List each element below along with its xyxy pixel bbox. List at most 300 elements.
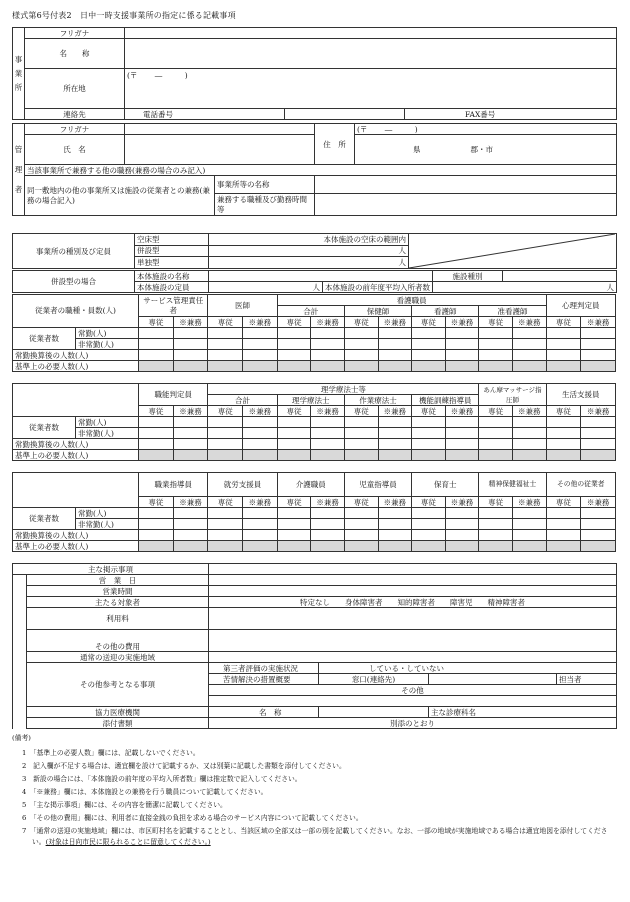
staff-cell[interactable] <box>581 508 616 519</box>
office-fax-label: FAX番号 <box>405 109 617 120</box>
fte-label: 常勤換算後の人数(人) <box>13 530 139 541</box>
staff-cell-required <box>581 361 616 372</box>
eval-options[interactable]: している・していない <box>319 663 617 674</box>
fulltime-header: 専従 <box>546 497 581 508</box>
job-pt-group: 理学療法士等 <box>208 384 479 395</box>
staff-cell[interactable] <box>344 328 378 339</box>
staff-cell[interactable] <box>173 428 208 439</box>
staff-cell[interactable] <box>546 350 581 361</box>
staff-cell-required <box>139 361 174 372</box>
hours-field[interactable] <box>209 586 617 597</box>
job-care-worker: 介護職員 <box>277 473 344 497</box>
concurrent-header: ※兼務 <box>311 317 345 328</box>
staff-cell[interactable] <box>378 350 412 361</box>
staff-cell[interactable] <box>412 530 446 541</box>
fulltime-header: 専従 <box>412 406 446 417</box>
staff-cell[interactable] <box>378 328 412 339</box>
staff-cell[interactable] <box>344 519 378 530</box>
staff-cell[interactable] <box>512 508 546 519</box>
concurrent-header: ※兼務 <box>311 497 345 508</box>
nurse-total: 合計 <box>277 306 344 317</box>
staff-cell[interactable] <box>378 339 412 350</box>
staff-cell[interactable] <box>311 417 345 428</box>
staff-cell[interactable] <box>512 417 546 428</box>
staff-cell[interactable] <box>277 519 311 530</box>
type-single-unit[interactable]: 人 <box>209 257 409 269</box>
job-nurse: 看護職員 <box>277 295 546 306</box>
staff-cell-required <box>139 450 174 461</box>
attached-facility-name: 本体施設の名称 <box>135 271 209 282</box>
staff-cell[interactable] <box>311 439 345 450</box>
fulltime-header: 専従 <box>412 317 446 328</box>
note-3: 3 新設の場合には、「本体施設の前年度の平均入所者数」欄は推定数で記入してください。 <box>22 775 302 783</box>
staff-cell-required <box>311 541 345 552</box>
notice-label: 主な掲示事項 <box>13 564 209 575</box>
staff-cell[interactable] <box>311 350 345 361</box>
staff2-required-row <box>13 450 616 461</box>
staff-cell[interactable] <box>344 508 378 519</box>
staff-header: 従業者の職種・員数(人) <box>13 295 139 328</box>
staff-cell[interactable] <box>581 328 616 339</box>
staff-cell[interactable] <box>139 439 174 450</box>
staff-cell[interactable] <box>344 530 378 541</box>
staff-cell-required <box>139 541 174 552</box>
staff-cell-required <box>208 361 243 372</box>
staff-cell[interactable] <box>243 417 278 428</box>
medical-name-field[interactable] <box>319 707 429 718</box>
staff-cell[interactable] <box>412 339 446 350</box>
type-diagonal <box>409 234 617 269</box>
note-1: 1 「基準上の必要人数」欄には、記載しないでください。 <box>22 749 200 757</box>
staff-cell[interactable] <box>243 439 278 450</box>
concurrent-header: ※兼務 <box>378 317 412 328</box>
staff-cell-required <box>311 450 345 461</box>
fulltime-header: 専従 <box>139 317 174 328</box>
regular-label: 常勤(人) <box>76 417 139 428</box>
staff-cell[interactable] <box>139 417 174 428</box>
eval-label: 第三者評価の実施状況 <box>209 663 319 674</box>
count-label: 従業者数 <box>13 508 76 530</box>
staff-cell[interactable] <box>581 530 616 541</box>
staff-cell-required <box>581 541 616 552</box>
staff-cell[interactable] <box>344 439 378 450</box>
staff-cell[interactable] <box>479 519 513 530</box>
note-6: 6 「その他の費用」欄には、利用者に直接金銭の負担を求める場合のサービス内容について記載してください。 <box>22 814 363 822</box>
staff-cell[interactable] <box>311 519 345 530</box>
staff-cell[interactable] <box>139 428 174 439</box>
staff-cell[interactable] <box>581 339 616 350</box>
attached-facility-name-field[interactable] <box>209 271 433 282</box>
staff-cell[interactable] <box>479 439 513 450</box>
regular-label: 常勤(人) <box>76 508 139 519</box>
staff-cell-required <box>378 450 412 461</box>
staff-cell[interactable] <box>344 339 378 350</box>
staff-cell[interactable] <box>243 508 278 519</box>
nurse-phn: 保健師 <box>344 306 411 317</box>
staff-cell[interactable] <box>311 428 345 439</box>
staff-cell[interactable] <box>208 508 243 519</box>
type-vacant: 空床型 <box>135 234 209 246</box>
attached-table <box>12 270 617 293</box>
office-tel-field[interactable] <box>285 109 405 120</box>
staff-cell[interactable] <box>512 519 546 530</box>
staff-cell[interactable] <box>412 508 446 519</box>
manager-table <box>12 123 617 216</box>
concurrent-header: ※兼務 <box>311 406 345 417</box>
attached-label: 併設型の場合 <box>13 271 135 293</box>
staff3-required-row <box>13 541 616 552</box>
staff-cell[interactable] <box>173 519 208 530</box>
manager-furigana-field[interactable] <box>125 124 315 135</box>
staff-count-row <box>13 328 616 339</box>
staff-cell[interactable] <box>378 508 412 519</box>
job-nursery: 保育士 <box>412 473 479 497</box>
dept-label: 主な診療科名 <box>429 707 617 718</box>
staff-cell[interactable] <box>412 428 446 439</box>
staff-cell[interactable] <box>277 508 311 519</box>
note-7 <box>12 826 616 848</box>
staff-table-1 <box>12 294 616 372</box>
staff-cell[interactable] <box>412 439 446 450</box>
staff-cell[interactable] <box>581 350 616 361</box>
concurrent-header: ※兼務 <box>173 497 208 508</box>
fulltime-header: 専従 <box>208 497 243 508</box>
staff-cell[interactable] <box>139 328 174 339</box>
manager-other-job-label: 同一敷地内の他の事業所又は施設の従業者との兼務(兼務の場合記入) <box>25 176 215 216</box>
staff-cell[interactable] <box>173 350 208 361</box>
office-name-label: 名 称 <box>25 39 125 69</box>
staff-cell[interactable] <box>139 339 174 350</box>
staff-cell[interactable] <box>208 339 243 350</box>
fulltime-header: 専従 <box>277 317 311 328</box>
manager-facility-name-field[interactable] <box>315 176 617 194</box>
staff-cell[interactable] <box>243 350 278 361</box>
required-label: 基準上の必要人数(人) <box>13 541 139 552</box>
staff-cell[interactable] <box>311 328 345 339</box>
staff-cell[interactable] <box>277 417 311 428</box>
concurrent-header: ※兼務 <box>243 497 278 508</box>
staff-required-row <box>13 361 616 372</box>
staff-cell[interactable] <box>208 530 243 541</box>
staff-cell[interactable] <box>445 417 479 428</box>
staff-cell[interactable] <box>445 530 479 541</box>
type-table <box>12 233 617 269</box>
office-furigana-field[interactable] <box>125 28 617 39</box>
staff-cell[interactable] <box>243 339 278 350</box>
staff-cell[interactable] <box>378 417 412 428</box>
staff2-fte-row <box>13 439 616 450</box>
note-2: 2 記入欄が不足する場合は、適宜欄を設けて記載するか、又は別葉に記載した書類を添付してください。 <box>22 762 346 770</box>
fulltime-header: 専従 <box>479 406 513 417</box>
attached-facility-kind-field[interactable] <box>503 271 617 282</box>
staff-cell[interactable] <box>208 350 243 361</box>
concurrent-header: ※兼務 <box>173 406 208 417</box>
staff-cell[interactable] <box>479 508 513 519</box>
days-field[interactable] <box>209 575 617 586</box>
staff-cell[interactable] <box>139 519 174 530</box>
staff-cell[interactable] <box>344 428 378 439</box>
staff-cell[interactable] <box>445 350 479 361</box>
office-postal: (〒 ― ) <box>127 71 188 80</box>
fulltime-header: 専従 <box>412 497 446 508</box>
job-psw: 精神保健福祉士 <box>479 473 546 497</box>
other-fee-label: その他の費用 <box>27 630 209 652</box>
staff-cell[interactable] <box>445 439 479 450</box>
days-label: 営 業 日 <box>27 575 209 586</box>
count-label: 従業者数 <box>13 328 76 350</box>
staff-cell[interactable] <box>546 439 581 450</box>
staff-cell-required <box>208 450 243 461</box>
required-label: 基準上の必要人数(人) <box>13 361 139 372</box>
staff-cell-required <box>412 361 446 372</box>
concurrent-header: ※兼務 <box>445 317 479 328</box>
attached-avg-unit[interactable]: 人 <box>433 282 617 293</box>
staff-table-3 <box>12 472 616 552</box>
manager-name-field[interactable] <box>125 135 315 165</box>
staff-cell[interactable] <box>208 519 243 530</box>
other-field[interactable] <box>209 696 617 707</box>
staff-cell[interactable] <box>243 519 278 530</box>
staff-cell[interactable] <box>139 350 174 361</box>
type-attached-unit[interactable]: 人 <box>209 245 409 257</box>
office-address-label: 所在地 <box>25 69 125 109</box>
staff-cell[interactable] <box>378 428 412 439</box>
staff-cell[interactable] <box>512 339 546 350</box>
staff-cell[interactable] <box>208 417 243 428</box>
staff-cell[interactable] <box>173 439 208 450</box>
staff-cell-required <box>445 541 479 552</box>
other-fee-field[interactable] <box>209 630 617 652</box>
staff-cell[interactable] <box>277 328 311 339</box>
staff-cell-required <box>243 361 278 372</box>
staff-cell[interactable] <box>139 530 174 541</box>
staff-cell[interactable] <box>581 428 616 439</box>
staff-cell[interactable] <box>445 519 479 530</box>
staff-cell[interactable] <box>277 428 311 439</box>
target-options[interactable]: 特定なし 身体障害者 知的障害者 障害児 精神障害者 <box>209 597 617 608</box>
staff-cell[interactable] <box>243 530 278 541</box>
staff-cell[interactable] <box>412 519 446 530</box>
staff-cell[interactable] <box>546 508 581 519</box>
staff-cell[interactable] <box>173 339 208 350</box>
staff-cell[interactable] <box>445 339 479 350</box>
staff-cell[interactable] <box>412 350 446 361</box>
manager-pref: 県 <box>413 145 421 154</box>
staff-cell[interactable] <box>479 350 513 361</box>
fte-label: 常勤換算後の人数(人) <box>13 350 139 361</box>
fulltime-header: 専従 <box>277 406 311 417</box>
staff-cell-required <box>173 450 208 461</box>
attached-facility-kind: 施設種別 <box>433 271 503 282</box>
staff-cell[interactable] <box>139 508 174 519</box>
job-psych: 心理判定員 <box>546 295 615 317</box>
staff-cell[interactable] <box>512 428 546 439</box>
office-address-field[interactable] <box>125 69 617 109</box>
staff-cell[interactable] <box>445 508 479 519</box>
staff-cell[interactable] <box>546 519 581 530</box>
staff-cell-required <box>344 361 378 372</box>
staff-cell[interactable] <box>378 519 412 530</box>
job-life-support: 生活支援員 <box>546 384 615 406</box>
concurrent-header: ※兼務 <box>581 317 616 328</box>
staff-cell[interactable] <box>479 417 513 428</box>
staff-cell-required <box>378 541 412 552</box>
fulltime-header: 専従 <box>277 497 311 508</box>
staff-cell[interactable] <box>378 439 412 450</box>
person-label: 担当者 <box>557 674 617 685</box>
bottom-left-margin <box>13 575 27 729</box>
staff-cell[interactable] <box>546 339 581 350</box>
staff-cell-required <box>173 541 208 552</box>
staff-cell[interactable] <box>277 350 311 361</box>
concurrent-header: ※兼務 <box>378 497 412 508</box>
office-side-label: 事業所 <box>13 28 25 120</box>
staff-cell[interactable] <box>479 339 513 350</box>
staff-cell[interactable] <box>479 428 513 439</box>
staff-cell-required <box>445 361 479 372</box>
irregular-label: 非常勤(人) <box>76 339 139 350</box>
transport-label: 通常の送迎の実施地域 <box>27 652 209 663</box>
staff-cell[interactable] <box>412 417 446 428</box>
staff-cell[interactable] <box>173 508 208 519</box>
attached-avg: 本体施設の前年度平均入所者数 <box>323 282 433 293</box>
staff-cell[interactable] <box>173 328 208 339</box>
staff-cell-required <box>581 450 616 461</box>
job-vocational-instructor: 職業指導員 <box>139 473 208 497</box>
concurrent-header: ※兼務 <box>512 497 546 508</box>
staff-cell-required <box>243 541 278 552</box>
staff2-irregular-row <box>13 428 616 439</box>
staff-cell[interactable] <box>479 328 513 339</box>
required-label: 基準上の必要人数(人) <box>13 450 139 461</box>
concurrent-header: ※兼務 <box>173 317 208 328</box>
staff-cell[interactable] <box>581 519 616 530</box>
staff-cell[interactable] <box>512 328 546 339</box>
note-7-text: 7 「通常の送迎の実施地域」欄には、市区町村名を記載することとし、当該区域の全部又は一部の別を記載してください。なお、一部の地域が実施地域である場合は適宜地図を添付してください。 <box>22 827 608 846</box>
staff-cell[interactable] <box>344 350 378 361</box>
form-title: 様式第6号付表2 日中一時支援事業所の指定に係る記載事項 <box>12 11 236 20</box>
attached-capacity: 本体施設の定員 <box>135 282 209 293</box>
concurrent-header: ※兼務 <box>243 406 278 417</box>
fee-field[interactable] <box>209 608 617 630</box>
manager-address-label: 住 所 <box>315 124 355 165</box>
staff-cell[interactable] <box>581 417 616 428</box>
staff-cell[interactable] <box>173 530 208 541</box>
staff-cell[interactable] <box>277 339 311 350</box>
concurrent-header: ※兼務 <box>581 406 616 417</box>
manager-job-hours-field[interactable] <box>315 194 617 216</box>
staff-cell[interactable] <box>378 530 412 541</box>
staff-cell[interactable] <box>311 508 345 519</box>
staff3-corner <box>13 473 139 508</box>
staff-cell-required <box>445 450 479 461</box>
staff-cell[interactable] <box>208 439 243 450</box>
job-vocational-judge: 職能判定員 <box>139 384 208 406</box>
job-service-manager: サービス管理責任者 <box>139 295 208 317</box>
notes <box>12 733 616 850</box>
staff-cell[interactable] <box>412 328 446 339</box>
staff-cell[interactable] <box>512 350 546 361</box>
fulltime-header: 専従 <box>546 317 581 328</box>
staff-cell[interactable] <box>208 428 243 439</box>
staff-cell[interactable] <box>445 328 479 339</box>
manager-furigana-label: フリガナ <box>25 124 125 135</box>
attached-docs-value: 別添のとおり <box>209 718 617 729</box>
staff-cell-required <box>344 541 378 552</box>
concurrent-header: ※兼務 <box>512 406 546 417</box>
type-label: 事業所の種別及び定員 <box>13 234 135 269</box>
staff-cell[interactable] <box>277 439 311 450</box>
diagonal-line <box>409 234 615 268</box>
nurse-rn: 看護師 <box>412 306 479 317</box>
irregular-label: 非常勤(人) <box>76 428 139 439</box>
office-tel-label: 電話番号 <box>125 109 285 120</box>
count-label: 従業者数 <box>13 417 76 439</box>
notice-field[interactable] <box>209 564 617 575</box>
staff-cell-required <box>412 450 446 461</box>
staff-cell[interactable] <box>344 417 378 428</box>
manager-postal[interactable]: (〒 ― ) <box>355 124 617 135</box>
type-vacant-range: 本体施設の空床の範囲内 <box>209 234 409 246</box>
staff-cell-required <box>243 450 278 461</box>
attached-capacity-unit[interactable]: 人 <box>209 282 323 293</box>
pt-ot: 作業療法士 <box>344 395 411 406</box>
staff-cell-required <box>479 450 513 461</box>
staff-cell[interactable] <box>546 417 581 428</box>
staff-cell-required <box>512 541 546 552</box>
concurrent-header: ※兼務 <box>243 317 278 328</box>
concurrent-header: ※兼務 <box>512 317 546 328</box>
type-single: 単独型 <box>135 257 209 269</box>
staff-cell[interactable] <box>243 428 278 439</box>
staff3-count-row <box>13 508 616 519</box>
staff-cell[interactable] <box>311 339 345 350</box>
staff-cell-required <box>277 450 311 461</box>
hours-label: 営業時間 <box>27 586 209 597</box>
staff-cell[interactable] <box>546 428 581 439</box>
fulltime-header: 専従 <box>479 317 513 328</box>
staff-cell[interactable] <box>546 328 581 339</box>
manager-side-label: 管理者 <box>13 124 25 216</box>
office-name-field[interactable] <box>125 39 617 69</box>
transport-field[interactable] <box>209 652 617 663</box>
staff-cell[interactable] <box>243 328 278 339</box>
staff-cell[interactable] <box>512 439 546 450</box>
staff-cell[interactable] <box>479 530 513 541</box>
staff-cell[interactable] <box>277 530 311 541</box>
staff-cell-required <box>479 541 513 552</box>
window-label: 窓口(連絡先) <box>319 674 429 685</box>
fee-label: 利用料 <box>27 608 209 630</box>
staff-cell[interactable] <box>546 530 581 541</box>
fulltime-header: 専従 <box>546 406 581 417</box>
staff-cell[interactable] <box>173 417 208 428</box>
irregular-label: 非常勤(人) <box>76 519 139 530</box>
window-field[interactable] <box>429 674 557 685</box>
staff3-fte-row <box>13 530 616 541</box>
complaint-label: 苦情解決の措置概要 <box>209 674 319 685</box>
staff-cell[interactable] <box>208 328 243 339</box>
pt-total: 合計 <box>208 395 277 406</box>
staff-cell[interactable] <box>581 439 616 450</box>
fte-label: 常勤換算後の人数(人) <box>13 439 139 450</box>
staff-cell[interactable] <box>311 530 345 541</box>
staff-cell[interactable] <box>445 428 479 439</box>
concurrent-header: ※兼務 <box>581 497 616 508</box>
staff-cell-required <box>277 541 311 552</box>
staff-cell[interactable] <box>512 530 546 541</box>
job-child-instructor: 児童指導員 <box>344 473 411 497</box>
